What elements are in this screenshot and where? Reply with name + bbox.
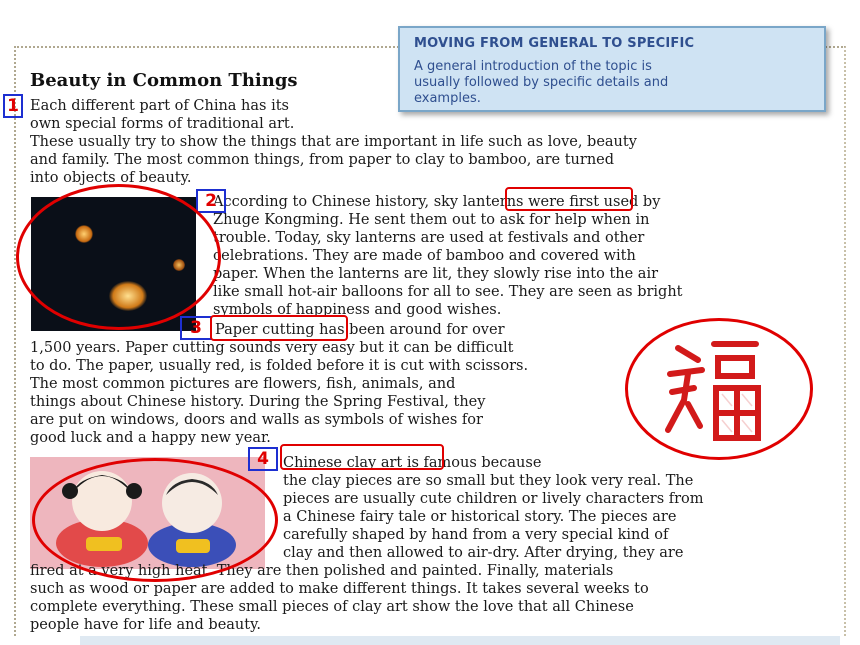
para2-line: celebrations. They are made of bamboo and covered with <box>213 248 636 264</box>
para3-line: Paper cutting has been around for over <box>215 322 505 338</box>
para4-line: clay and then allowed to air-dry. After drying, they are <box>283 545 684 561</box>
page-footer-bar <box>80 636 840 645</box>
para2-line: paper. When the lanterns are lit, they slowly rise into the air <box>213 266 659 282</box>
para4-line: the clay pieces are so small but they look very real. The <box>283 473 694 489</box>
para1-line: into objects of beauty. <box>30 170 192 186</box>
marker-3: 3 <box>180 316 212 340</box>
para4-line: a Chinese fairy tale or historical story. The pieces are <box>283 509 677 525</box>
para1-line: and family. The most common things, from paper to clay to bamboo, are turned <box>30 152 615 168</box>
para3-line: good luck and a happy new year. <box>30 430 271 446</box>
callout-body-line: usually followed by specific details and <box>414 75 669 90</box>
ring-lanterns <box>16 184 221 330</box>
highlight-paper-cutting <box>210 315 348 341</box>
para3-line: are put on windows, doors and walls as symbols of wishes for <box>30 412 483 428</box>
para4-line: Chinese clay art is famous because <box>283 455 542 471</box>
ring-paper-cutting <box>625 318 813 460</box>
highlight-chinese-clay-art <box>280 444 444 470</box>
para3-line: things about Chinese history. During the Spring Festival, they <box>30 394 486 410</box>
para4-line: complete everything. These small pieces of clay art show the love that all Chinese <box>30 599 634 615</box>
para4-line: such as wood or paper are added to make different things. It takes several weeks to <box>30 581 649 597</box>
highlight-sky-lanterns <box>505 187 633 211</box>
para1-line: Each different part of China has its <box>30 98 289 114</box>
marker-1: 1 <box>3 94 23 118</box>
marker-4: 4 <box>248 447 278 471</box>
para1-line: These usually try to show the things that are important in life such as love, beauty <box>30 134 637 150</box>
para2-line: like small hot-air balloons for all to see. They are seen as bright <box>213 284 683 300</box>
para4-line: pieces are usually cute children or lively characters from <box>283 491 704 507</box>
article-title: Beauty in Common Things <box>30 70 298 91</box>
ring-clay-dolls <box>32 458 278 582</box>
marker-2: 2 <box>196 189 226 213</box>
para4-line: people have for life and beauty. <box>30 617 261 633</box>
para1-line: own special forms of traditional art. <box>30 116 295 132</box>
tip-callout <box>398 26 826 112</box>
para2-line: According to Chinese history, sky lanterns were first used by <box>213 194 661 210</box>
para3-line: 1,500 years. Paper cutting sounds very easy but it can be difficult <box>30 340 514 356</box>
para2-line: symbols of happiness and good wishes. <box>213 302 502 318</box>
para3-line: to do. The paper, usually red, is folded before it is cut with scissors. <box>30 358 529 374</box>
para4-line: fired at a very high heat. They are then polished and painted. Finally, materials <box>30 563 614 579</box>
callout-body-line: A general introduction of the topic is <box>414 59 652 74</box>
para2-line: trouble. Today, sky lanterns are used at festivals and other <box>213 230 645 246</box>
callout-title: MOVING FROM GENERAL TO SPECIFIC <box>414 36 695 51</box>
para2-line: Zhuge Kongming. He sent them out to ask for help when in <box>213 212 650 228</box>
para3-line: The most common pictures are flowers, fish, animals, and <box>30 376 456 392</box>
para4-line: carefully shaped by hand from a very special kind of <box>283 527 669 543</box>
callout-body-line: examples. <box>414 91 481 106</box>
